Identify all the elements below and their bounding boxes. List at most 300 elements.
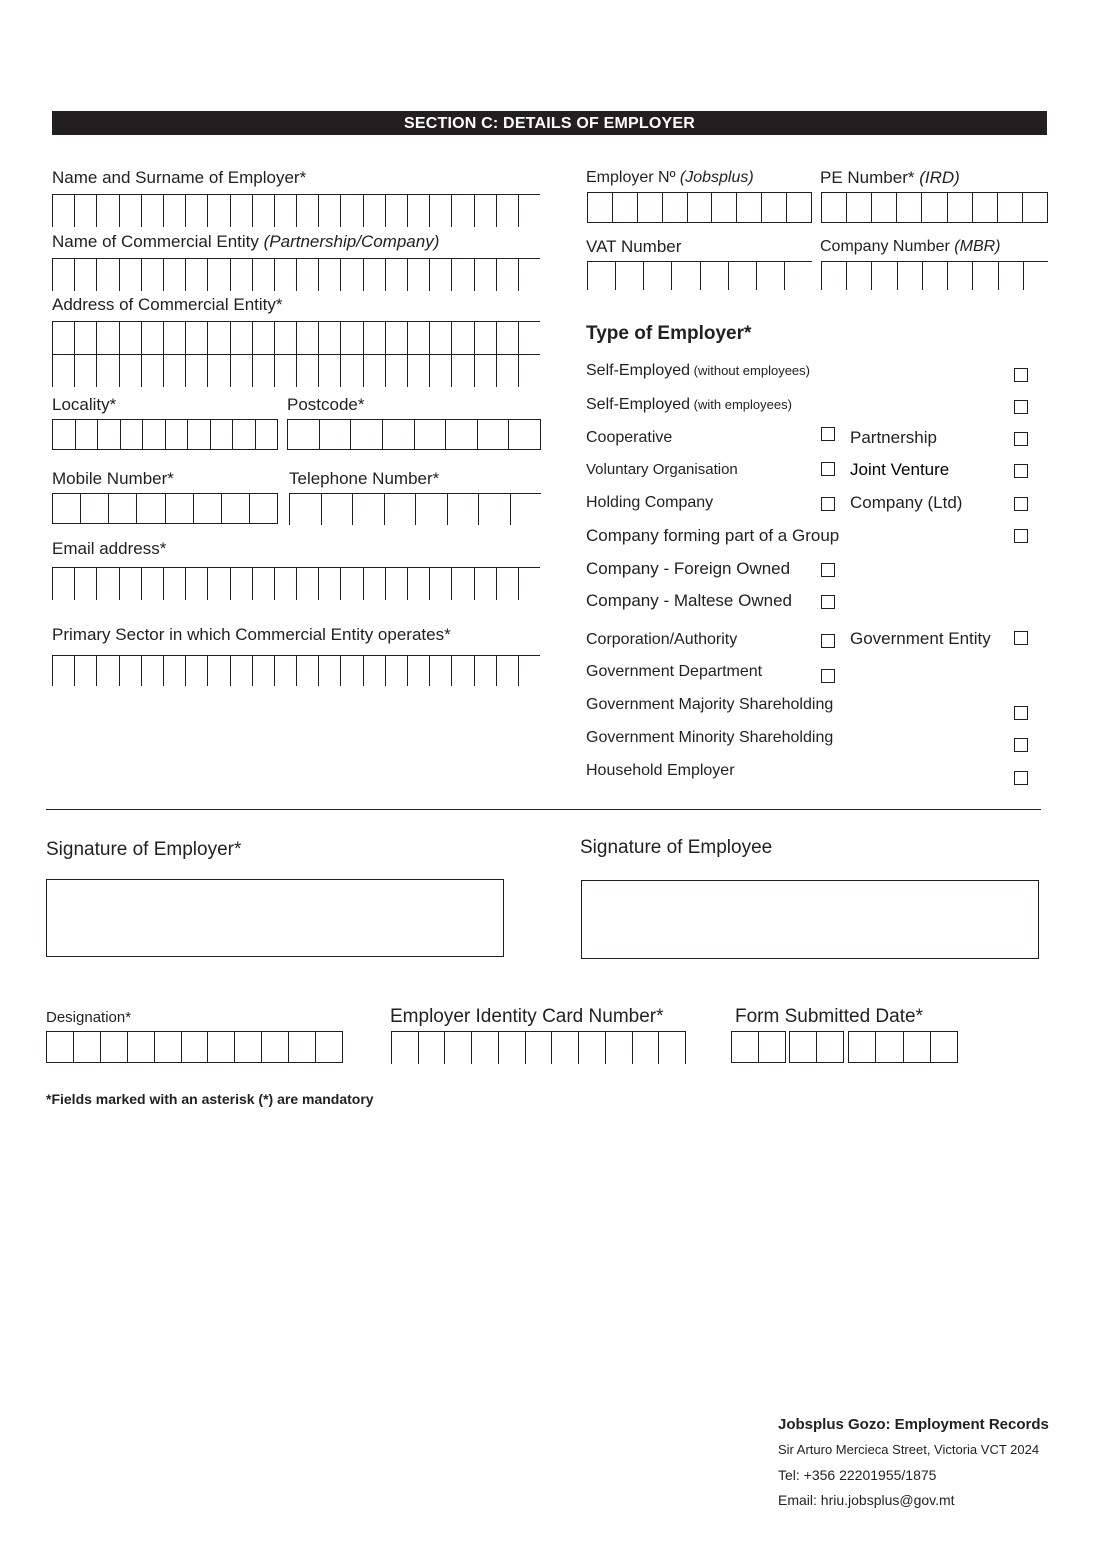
- government-minority-label: Government Minority Shareholding: [586, 729, 834, 746]
- character-cell[interactable]: [363, 195, 385, 227]
- character-cell[interactable]: [414, 420, 446, 449]
- character-cell[interactable]: [252, 568, 274, 600]
- character-cell[interactable]: [274, 195, 296, 227]
- joint-venture-checkbox[interactable]: [1014, 464, 1028, 478]
- character-cell[interactable]: [385, 322, 407, 354]
- character-cell[interactable]: [477, 420, 509, 449]
- character-cell[interactable]: [289, 494, 321, 525]
- character-cell[interactable]: [921, 193, 946, 222]
- character-cell[interactable]: [391, 1032, 418, 1064]
- company-number-label-text: Company Number: [820, 238, 955, 255]
- character-cell[interactable]: [142, 420, 165, 449]
- pe-number-label-text: PE Number*: [820, 168, 920, 187]
- section-divider: [46, 809, 1041, 810]
- telephone-field[interactable]: [289, 493, 541, 525]
- character-cell[interactable]: [637, 193, 662, 222]
- character-cell[interactable]: [947, 193, 972, 222]
- locality-field[interactable]: [52, 419, 278, 450]
- character-cell[interactable]: [700, 262, 728, 290]
- character-cell[interactable]: [474, 656, 496, 686]
- character-cell[interactable]: [340, 656, 362, 686]
- postcode-field[interactable]: [287, 419, 541, 450]
- character-cell[interactable]: [407, 195, 429, 227]
- character-cell[interactable]: [418, 1032, 445, 1064]
- character-cell[interactable]: [658, 1032, 686, 1064]
- pe-number-hint: (IRD): [919, 168, 960, 187]
- employer-signature-box[interactable]: [46, 879, 504, 957]
- character-cell[interactable]: [496, 259, 518, 291]
- self-employed-with-label: [586, 395, 792, 415]
- character-cell[interactable]: [165, 494, 193, 523]
- character-cell[interactable]: [711, 193, 736, 222]
- character-cell[interactable]: [758, 1032, 785, 1062]
- character-cell[interactable]: [119, 355, 141, 387]
- character-cell[interactable]: [518, 355, 540, 387]
- government-majority-checkbox[interactable]: [1014, 706, 1028, 720]
- character-cell[interactable]: [474, 355, 496, 387]
- character-cell[interactable]: [274, 322, 296, 354]
- character-cell[interactable]: [141, 568, 163, 600]
- character-cell[interactable]: [429, 656, 451, 686]
- company-ltd-checkbox[interactable]: [1014, 497, 1028, 511]
- character-cell[interactable]: [207, 1032, 234, 1062]
- character-cell[interactable]: [508, 420, 540, 449]
- character-cell[interactable]: [382, 420, 414, 449]
- character-cell[interactable]: [288, 420, 319, 449]
- vat-field[interactable]: [587, 261, 812, 290]
- character-cell[interactable]: [234, 1032, 261, 1062]
- character-cell[interactable]: [615, 262, 643, 290]
- character-cell[interactable]: [207, 195, 229, 227]
- character-cell[interactable]: [288, 1032, 315, 1062]
- character-cell[interactable]: [230, 568, 252, 600]
- character-cell[interactable]: [451, 355, 473, 387]
- character-cell[interactable]: [451, 656, 473, 686]
- character-cell[interactable]: [385, 656, 407, 686]
- employer-no-field[interactable]: [587, 192, 812, 223]
- employer-no-hint: (Jobsplus): [679, 169, 754, 186]
- group-company-label: Company forming part of a Group: [586, 526, 840, 545]
- character-cell[interactable]: [471, 1032, 498, 1064]
- id-card-field[interactable]: [391, 1031, 686, 1064]
- employer-signature-label: Signature of Employer*: [46, 839, 242, 860]
- character-cell[interactable]: [318, 568, 340, 600]
- character-cell[interactable]: [612, 193, 637, 222]
- government-department-checkbox[interactable]: [821, 669, 835, 683]
- character-cell[interactable]: [407, 322, 429, 354]
- government-entity-checkbox[interactable]: [1014, 631, 1028, 645]
- character-cell[interactable]: [96, 195, 118, 227]
- employer-no-label-text: Employer Nº: [586, 169, 680, 186]
- pe-number-label: [820, 168, 960, 188]
- character-cell[interactable]: [385, 568, 407, 600]
- character-cell[interactable]: [296, 259, 318, 291]
- character-cell[interactable]: [274, 568, 296, 600]
- group-company-checkbox[interactable]: [1014, 529, 1028, 543]
- designation-field[interactable]: [46, 1031, 343, 1063]
- employer-name-label: Name and Surname of Employer*: [52, 168, 307, 187]
- character-cell[interactable]: [53, 420, 75, 449]
- form-date-label: Form Submitted Date*: [735, 1006, 923, 1027]
- character-cell[interactable]: [185, 656, 207, 686]
- character-cell[interactable]: [496, 355, 518, 387]
- character-cell[interactable]: [141, 195, 163, 227]
- character-cell[interactable]: [822, 193, 846, 222]
- section-title: SECTION C: DETAILS OF EMPLOYER: [52, 111, 1047, 135]
- character-cell[interactable]: [816, 1032, 843, 1062]
- character-cell[interactable]: [588, 193, 612, 222]
- character-cell[interactable]: [429, 322, 451, 354]
- character-cell[interactable]: [662, 193, 687, 222]
- character-cell[interactable]: [340, 195, 362, 227]
- character-cell[interactable]: [445, 420, 477, 449]
- character-cell[interactable]: [997, 193, 1022, 222]
- character-cell[interactable]: [605, 1032, 632, 1064]
- character-cell[interactable]: [119, 568, 141, 600]
- character-cell[interactable]: [163, 322, 185, 354]
- character-cell[interactable]: [340, 259, 362, 291]
- character-cell[interactable]: [163, 355, 185, 387]
- character-cell[interactable]: [551, 1032, 578, 1064]
- character-cell[interactable]: [474, 568, 496, 600]
- commercial-entity-hint: (Partnership/Company): [263, 232, 440, 251]
- character-cell[interactable]: [52, 195, 74, 227]
- character-cell[interactable]: [518, 568, 540, 600]
- employer-name-field[interactable]: [52, 194, 540, 227]
- character-cell[interactable]: [74, 656, 96, 686]
- character-cell[interactable]: [73, 1032, 100, 1062]
- form-date-month[interactable]: [789, 1031, 844, 1063]
- character-cell[interactable]: [385, 355, 407, 387]
- character-cell[interactable]: [474, 259, 496, 291]
- character-cell[interactable]: [340, 568, 362, 600]
- character-cell[interactable]: [318, 259, 340, 291]
- email-field[interactable]: [52, 567, 540, 600]
- character-cell[interactable]: [998, 262, 1023, 290]
- character-cell[interactable]: [163, 568, 185, 600]
- character-cell[interactable]: [96, 355, 118, 387]
- household-employer-checkbox[interactable]: [1014, 771, 1028, 785]
- character-cell[interactable]: [407, 568, 429, 600]
- character-cell[interactable]: [525, 1032, 552, 1064]
- character-cell[interactable]: [119, 259, 141, 291]
- self-employed-with-checkbox[interactable]: [1014, 400, 1028, 414]
- character-cell[interactable]: [252, 656, 274, 686]
- character-cell[interactable]: [385, 259, 407, 291]
- character-cell[interactable]: [185, 322, 207, 354]
- government-minority-checkbox[interactable]: [1014, 738, 1028, 752]
- character-cell[interactable]: [120, 420, 143, 449]
- character-cell[interactable]: [96, 656, 118, 686]
- character-cell[interactable]: [671, 262, 699, 290]
- character-cell[interactable]: [429, 259, 451, 291]
- character-cell[interactable]: [230, 322, 252, 354]
- sector-label: Primary Sector in which Commercial Entity operates*: [52, 625, 451, 644]
- character-cell[interactable]: [474, 322, 496, 354]
- character-cell[interactable]: [849, 1032, 875, 1062]
- character-cell[interactable]: [496, 195, 518, 227]
- character-cell[interactable]: [119, 656, 141, 686]
- character-cell[interactable]: [687, 193, 712, 222]
- character-cell[interactable]: [518, 322, 540, 354]
- character-cell[interactable]: [52, 322, 74, 354]
- character-cell[interactable]: [587, 262, 615, 290]
- pe-number-field[interactable]: [821, 192, 1048, 223]
- character-cell[interactable]: [429, 195, 451, 227]
- character-cell[interactable]: [444, 1032, 471, 1064]
- government-majority-label: Government Majority Shareholding: [586, 696, 834, 713]
- character-cell[interactable]: [52, 568, 74, 600]
- character-cell[interactable]: [249, 494, 277, 523]
- character-cell[interactable]: [510, 494, 542, 525]
- character-cell[interactable]: [352, 494, 384, 525]
- character-cell[interactable]: [53, 494, 80, 523]
- character-cell[interactable]: [790, 1032, 816, 1062]
- address-label: Address of Commercial Entity*: [52, 295, 283, 314]
- address-field-line-1[interactable]: [52, 321, 540, 354]
- character-cell[interactable]: [385, 195, 407, 227]
- character-cell[interactable]: [846, 262, 871, 290]
- household-employer-label: Household Employer: [586, 762, 735, 779]
- address-field-line-2[interactable]: [52, 354, 540, 387]
- character-cell[interactable]: [127, 1032, 154, 1062]
- character-cell[interactable]: [498, 1032, 525, 1064]
- character-cell[interactable]: [384, 494, 416, 525]
- character-cell[interactable]: [429, 568, 451, 600]
- character-cell[interactable]: [447, 494, 479, 525]
- foreign-owned-label: Company - Foreign Owned: [586, 559, 791, 578]
- character-cell[interactable]: [141, 259, 163, 291]
- character-cell[interactable]: [1023, 262, 1048, 290]
- character-cell[interactable]: [972, 262, 997, 290]
- corporation-checkbox[interactable]: [821, 634, 835, 648]
- character-cell[interactable]: [207, 656, 229, 686]
- character-cell[interactable]: [100, 1032, 127, 1062]
- character-cell[interactable]: [732, 1032, 758, 1062]
- character-cell[interactable]: [643, 262, 671, 290]
- character-cell[interactable]: [784, 262, 812, 290]
- character-cell[interactable]: [97, 420, 120, 449]
- character-cell[interactable]: [163, 195, 185, 227]
- character-cell[interactable]: [821, 262, 846, 290]
- character-cell[interactable]: [74, 355, 96, 387]
- form-date-year[interactable]: [848, 1031, 958, 1063]
- character-cell[interactable]: [972, 193, 997, 222]
- character-cell[interactable]: [415, 494, 447, 525]
- company-ltd-label: Company (Ltd): [850, 493, 963, 512]
- character-cell[interactable]: [321, 494, 353, 525]
- character-cell[interactable]: [274, 656, 296, 686]
- character-cell[interactable]: [185, 355, 207, 387]
- character-cell[interactable]: [141, 322, 163, 354]
- foreign-owned-checkbox[interactable]: [821, 563, 835, 577]
- footer-email: Email: hriu.jobsplus@gov.mt: [778, 1492, 955, 1508]
- character-cell[interactable]: [518, 656, 540, 686]
- character-cell[interactable]: [187, 420, 210, 449]
- character-cell[interactable]: [363, 322, 385, 354]
- footer-address: Sir Arturo Mercieca Street, Victoria VCT 2024: [778, 1442, 1040, 1457]
- character-cell[interactable]: [296, 195, 318, 227]
- character-cell[interactable]: [74, 259, 96, 291]
- character-cell[interactable]: [261, 1032, 288, 1062]
- character-cell[interactable]: [846, 193, 871, 222]
- character-cell[interactable]: [340, 355, 362, 387]
- voluntary-checkbox[interactable]: [821, 462, 835, 476]
- character-cell[interactable]: [185, 195, 207, 227]
- self-employed-without-text: Self-Employed: [586, 362, 691, 379]
- character-cell[interactable]: [119, 322, 141, 354]
- character-cell[interactable]: [141, 355, 163, 387]
- character-cell[interactable]: [136, 494, 164, 523]
- form-date-day[interactable]: [731, 1031, 786, 1063]
- character-cell[interactable]: [252, 259, 274, 291]
- character-cell[interactable]: [74, 568, 96, 600]
- employee-signature-box[interactable]: [581, 880, 1039, 959]
- character-cell[interactable]: [1022, 193, 1047, 222]
- character-cell[interactable]: [875, 1032, 902, 1062]
- type-of-employer-title: Type of Employer*: [586, 323, 752, 344]
- character-cell[interactable]: [252, 322, 274, 354]
- maltese-owned-checkbox[interactable]: [821, 595, 835, 609]
- holding-company-label: Holding Company: [586, 494, 714, 511]
- character-cell[interactable]: [318, 322, 340, 354]
- character-cell[interactable]: [363, 568, 385, 600]
- cooperative-checkbox[interactable]: [821, 427, 835, 441]
- character-cell[interactable]: [296, 322, 318, 354]
- character-cell[interactable]: [96, 322, 118, 354]
- company-number-label: [820, 237, 1001, 257]
- character-cell[interactable]: [181, 1032, 208, 1062]
- character-cell[interactable]: [47, 1032, 73, 1062]
- character-cell[interactable]: [871, 193, 896, 222]
- character-cell[interactable]: [318, 355, 340, 387]
- character-cell[interactable]: [786, 193, 811, 222]
- character-cell[interactable]: [429, 355, 451, 387]
- character-cell[interactable]: [210, 420, 233, 449]
- character-cell[interactable]: [274, 355, 296, 387]
- character-cell[interactable]: [232, 420, 255, 449]
- partnership-checkbox[interactable]: [1014, 432, 1028, 446]
- character-cell[interactable]: [363, 259, 385, 291]
- character-cell[interactable]: [496, 568, 518, 600]
- character-cell[interactable]: [632, 1032, 659, 1064]
- character-cell[interactable]: [315, 1032, 342, 1062]
- character-cell[interactable]: [578, 1032, 605, 1064]
- character-cell[interactable]: [230, 355, 252, 387]
- character-cell[interactable]: [230, 195, 252, 227]
- commercial-entity-field[interactable]: [52, 258, 540, 291]
- self-employed-without-checkbox[interactable]: [1014, 368, 1028, 382]
- character-cell[interactable]: [230, 656, 252, 686]
- character-cell[interactable]: [922, 262, 947, 290]
- cooperative-label: Cooperative: [586, 429, 673, 446]
- character-cell[interactable]: [163, 656, 185, 686]
- character-cell[interactable]: [756, 262, 784, 290]
- character-cell[interactable]: [207, 322, 229, 354]
- character-cell[interactable]: [451, 259, 473, 291]
- character-cell[interactable]: [185, 259, 207, 291]
- character-cell[interactable]: [897, 262, 922, 290]
- character-cell[interactable]: [96, 568, 118, 600]
- character-cell[interactable]: [74, 195, 96, 227]
- character-cell[interactable]: [319, 420, 351, 449]
- character-cell[interactable]: [207, 355, 229, 387]
- character-cell[interactable]: [296, 568, 318, 600]
- character-cell[interactable]: [252, 195, 274, 227]
- character-cell[interactable]: [52, 355, 74, 387]
- character-cell[interactable]: [119, 195, 141, 227]
- employee-signature-label: Signature of Employee: [580, 837, 773, 858]
- character-cell[interactable]: [318, 195, 340, 227]
- character-cell[interactable]: [230, 259, 252, 291]
- character-cell[interactable]: [75, 420, 98, 449]
- character-cell[interactable]: [163, 259, 185, 291]
- character-cell[interactable]: [350, 420, 382, 449]
- character-cell[interactable]: [478, 494, 510, 525]
- character-cell[interactable]: [896, 193, 921, 222]
- character-cell[interactable]: [451, 568, 473, 600]
- character-cell[interactable]: [252, 355, 274, 387]
- holding-company-checkbox[interactable]: [821, 497, 835, 511]
- character-cell[interactable]: [141, 656, 163, 686]
- character-cell[interactable]: [761, 193, 786, 222]
- character-cell[interactable]: [52, 259, 74, 291]
- character-cell[interactable]: [930, 1032, 957, 1062]
- company-number-field[interactable]: [821, 261, 1048, 290]
- character-cell[interactable]: [407, 259, 429, 291]
- character-cell[interactable]: [518, 195, 540, 227]
- partnership-label: Partnership: [850, 428, 937, 447]
- sector-field[interactable]: [52, 655, 540, 686]
- character-cell[interactable]: [255, 420, 278, 449]
- character-cell[interactable]: [193, 494, 221, 523]
- character-cell[interactable]: [296, 656, 318, 686]
- character-cell[interactable]: [96, 259, 118, 291]
- character-cell[interactable]: [52, 656, 74, 686]
- character-cell[interactable]: [318, 656, 340, 686]
- character-cell[interactable]: [165, 420, 188, 449]
- character-cell[interactable]: [108, 494, 136, 523]
- character-cell[interactable]: [496, 322, 518, 354]
- character-cell[interactable]: [474, 195, 496, 227]
- character-cell[interactable]: [451, 195, 473, 227]
- character-cell[interactable]: [207, 259, 229, 291]
- character-cell[interactable]: [736, 193, 761, 222]
- character-cell[interactable]: [74, 322, 96, 354]
- character-cell[interactable]: [340, 322, 362, 354]
- character-cell[interactable]: [363, 656, 385, 686]
- character-cell[interactable]: [518, 259, 540, 291]
- character-cell[interactable]: [296, 355, 318, 387]
- mobile-field[interactable]: [52, 493, 278, 524]
- character-cell[interactable]: [728, 262, 756, 290]
- character-cell[interactable]: [407, 355, 429, 387]
- character-cell[interactable]: [154, 1032, 181, 1062]
- character-cell[interactable]: [363, 355, 385, 387]
- character-cell[interactable]: [274, 259, 296, 291]
- character-cell[interactable]: [947, 262, 972, 290]
- character-cell[interactable]: [871, 262, 896, 290]
- character-cell[interactable]: [903, 1032, 930, 1062]
- character-cell[interactable]: [221, 494, 249, 523]
- character-cell[interactable]: [451, 322, 473, 354]
- character-cell[interactable]: [496, 656, 518, 686]
- character-cell[interactable]: [407, 656, 429, 686]
- character-cell[interactable]: [80, 494, 108, 523]
- self-employed-without-label: [586, 361, 810, 381]
- character-cell[interactable]: [207, 568, 229, 600]
- character-cell[interactable]: [185, 568, 207, 600]
